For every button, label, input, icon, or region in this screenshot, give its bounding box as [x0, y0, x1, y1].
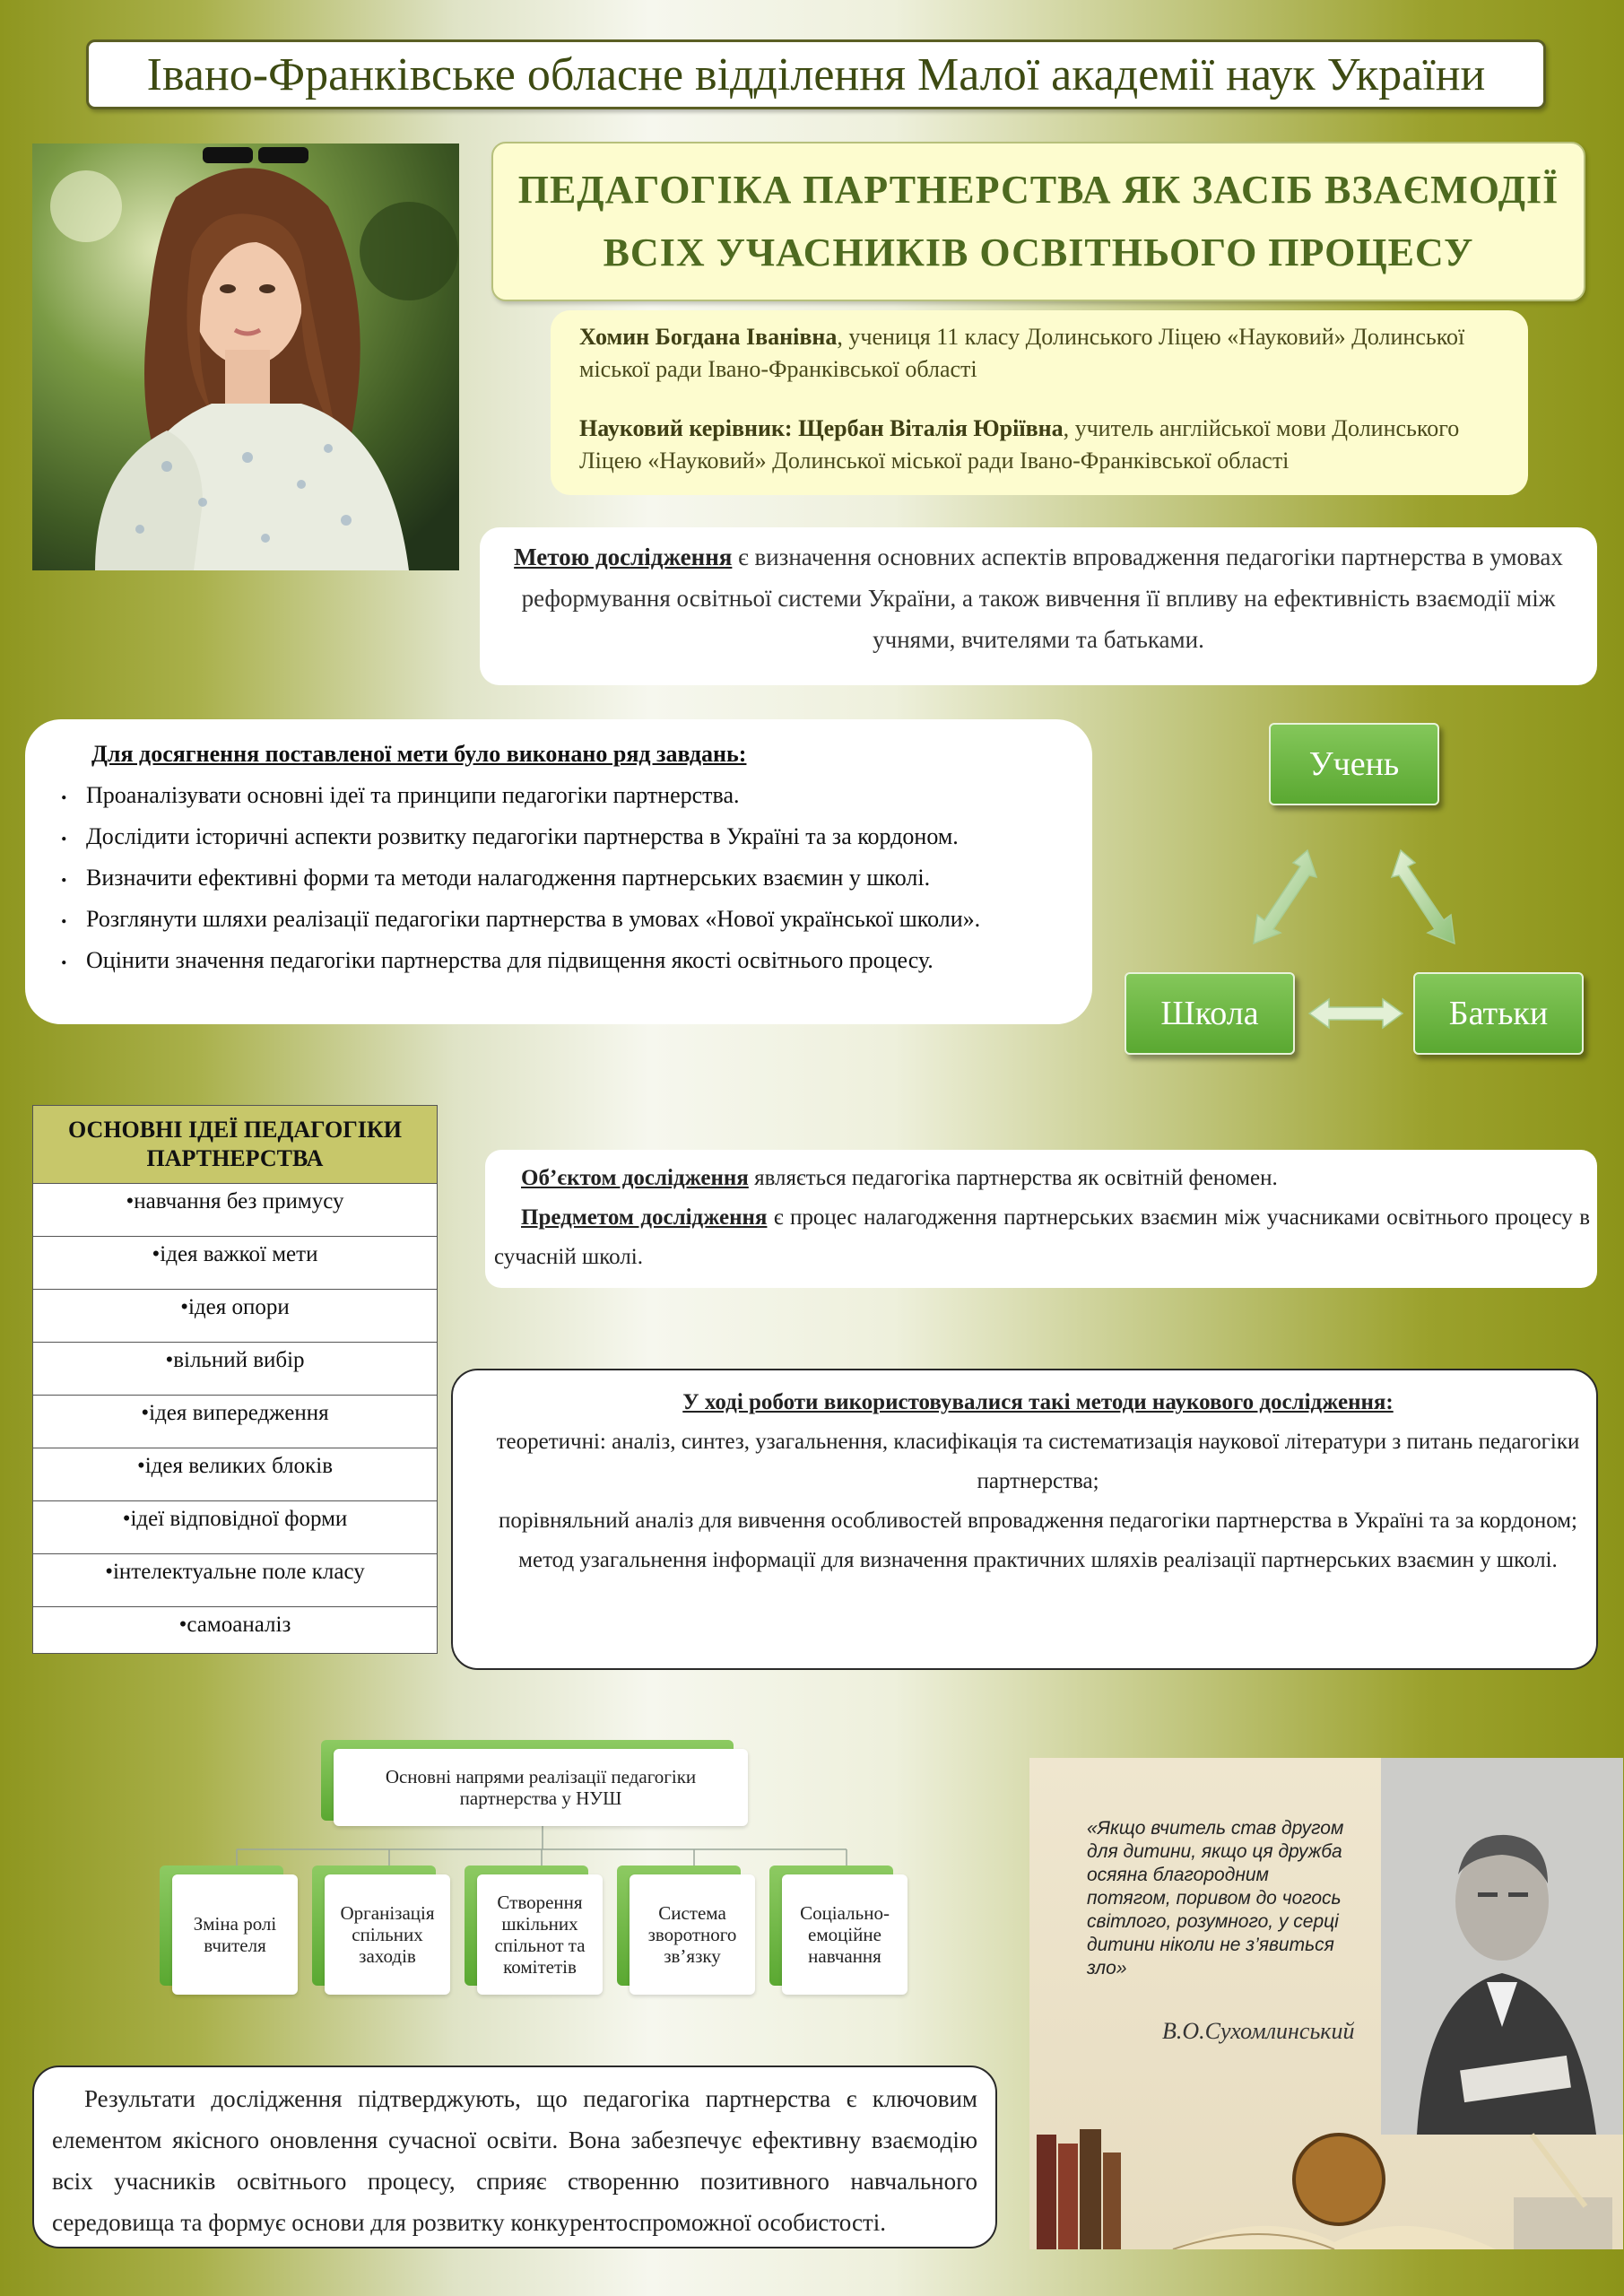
quote-panel: [1029, 1758, 1623, 2249]
supervisor-paragraph: [579, 413, 1499, 477]
subject-lead: Предметом дослідження: [521, 1205, 768, 1230]
research-object-box: [485, 1150, 1597, 1288]
task-item: . Проаналізувати основні ідеї та принципи педагогіки партнерства.: [61, 775, 1074, 816]
books-and-globe-illustration: [1029, 2108, 1623, 2249]
ideas-table-header: ОСНОВНІ ІДЕЇ ПЕДАГОГІКИ ПАРТНЕРСТВА: [33, 1106, 437, 1184]
subject-text: є процес налагодження партнерських взаємин між учасниками освітнього процесу в сучасній школі.: [494, 1205, 1590, 1269]
task-item: . Визначити ефективні форми та методи налагодження партнерських взаємин у школі.: [61, 857, 1074, 899]
goal-lead: Метою дослідження: [514, 544, 733, 570]
double-arrow-icon-right: [1392, 850, 1455, 944]
conclusion-text: Результати дослідження підтверджують, що педагогіка партнерства є ключовим елементом якісного оновлення сучасної освіти. Вона забезпечує ефективну взаємодію всіх учасників освітнього процесу, сприяє створенню позитивного навчального середовища та формує основи для розвитку конкурентоспроможної особистості.: [52, 2085, 977, 2236]
task-item: . Оцінити значення педагогіки партнерства для підвищення якості освітнього процесу.: [61, 940, 1074, 981]
methods-title: У ході роботи використовувалися такі методи наукового дослідження:: [682, 1390, 1394, 1414]
ideas-table-row: •ідея опори: [33, 1290, 437, 1343]
header-title: Івано-Франківське обласне відділення Малої академії наук України: [146, 48, 1486, 100]
org-child-box: Система зворотного зв’язку: [630, 1874, 755, 1995]
node-school: Школа: [1125, 972, 1295, 1055]
research-goal-box: [480, 527, 1597, 685]
poster-title-line-1: ПЕДАГОГІКА ПАРТНЕРСТВА ЯК ЗАСІБ ВЗАЄМОДІЇ: [517, 168, 1559, 212]
method-item: порівняльний аналіз для вивчення особливостей впровадження педагогіки партнерства в Україні та за кордоном;: [499, 1509, 1577, 1533]
tasks-title: Для досягнення поставленої мети було виконано ряд завдань:: [91, 741, 747, 767]
ideas-table-row: •інтелектуальне поле класу: [33, 1554, 437, 1607]
double-arrow-icon-horizontal: [1307, 996, 1404, 1031]
object-lead: Об’єктом дослідження: [521, 1166, 749, 1190]
org-chart: [152, 1736, 942, 1996]
poster-title-line-2: ВСІХ УЧАСНИКІВ ОСВІТНЬОГО ПРОЦЕСУ: [603, 230, 1474, 274]
portrait-illustration: [32, 144, 459, 570]
ideas-table: [32, 1105, 438, 1654]
supervisor-details: , учитель англійської мови Долинського Ліцею «Науковий» Долинської міської ради Івано-Франківської області: [579, 415, 1460, 474]
author-name: Хомин Богдана Іванівна: [579, 324, 838, 350]
ideas-table-row: •навчання без примусу: [33, 1184, 437, 1237]
object-paragraph: [521, 1159, 1590, 1198]
tasks-list: [61, 775, 1074, 981]
conclusion-box: [32, 2066, 997, 2248]
ideas-table-row: •ідея важкої мети: [33, 1237, 437, 1290]
org-child-box: Організація спільних заходів: [325, 1874, 450, 1995]
supervisor-name: Науковий керівник: Щербан Віталія Юріївна: [579, 415, 1064, 441]
subject-paragraph: [494, 1198, 1590, 1277]
org-child-box: Зміна ролі вчителя: [172, 1874, 298, 1995]
org-child-box: Створення шкільних спільнот та комітетів: [477, 1874, 603, 1995]
org-root-box: Основні напрями реалізації педагогіки партнерства у НУШ: [334, 1749, 748, 1826]
ideas-table-row: •ідеї відповідної форми: [33, 1501, 437, 1554]
ideas-table-row: •вільний вибір: [33, 1343, 437, 1396]
task-item: . Дослідити історичні аспекти розвитку педагогіки партнерства в Україні та за кордоном.: [61, 816, 1074, 857]
research-methods-box: [451, 1369, 1598, 1670]
org-child-box: Соціально-емоційне навчання: [782, 1874, 908, 1995]
triangle-diagonal-arrows: [1238, 843, 1471, 951]
object-text: являється педагогіка партнерства як освітній феномен.: [748, 1166, 1278, 1190]
task-item: . Розглянути шляхи реалізації педагогіки партнерства в умовах «Нової української школи».: [61, 899, 1074, 940]
sukhomlynsky-portrait-photo: [1381, 1758, 1623, 2135]
research-tasks-box: [25, 719, 1092, 1024]
poster-title-box: [491, 142, 1585, 301]
method-item: метод узагальнення інформації для визначення практичних шляхів реалізації партнерських взаємин у школі.: [518, 1548, 1558, 1572]
quote-author: В.О.Сухомлинський: [1162, 2018, 1355, 2044]
method-item: теоретичні: аналіз, синтез, узагальнення, класифікація та систематизація наукової літератури з питань педагогіки партнерства;: [496, 1430, 1580, 1493]
author-info-box: [551, 310, 1528, 495]
ideas-table-row: •самоаналіз: [178, 1613, 291, 1637]
goal-text: є визначення основних аспектів впровадження педагогіки партнерства в умовах реформування освітньої системи України, а також вивчення її впливу на ефективність взаємодії між учнями, вчителями та батьками.: [521, 544, 1563, 653]
double-arrow-icon-left: [1254, 850, 1316, 944]
author-details: , учениця 11 класу Долинського Ліцею «Науковий» Долинської міської ради Івано-Франківської області: [579, 324, 1465, 382]
author-paragraph: [579, 321, 1499, 386]
ideas-table-row: •ідея випередження: [33, 1396, 437, 1448]
student-portrait-photo: [32, 144, 459, 570]
node-student: Учень: [1269, 723, 1439, 805]
ideas-table-row: •ідея великих блоків: [33, 1448, 437, 1501]
quote-text: «Якщо вчитель став другом для дитини, якщо ця дружба осяяна благородним потягом, поривом до чогось світлого, розумного, у серці дитини ніколи не з’явиться зло»: [1087, 1818, 1344, 1979]
header-banner: [86, 39, 1546, 109]
node-parents: Батьки: [1413, 972, 1584, 1055]
